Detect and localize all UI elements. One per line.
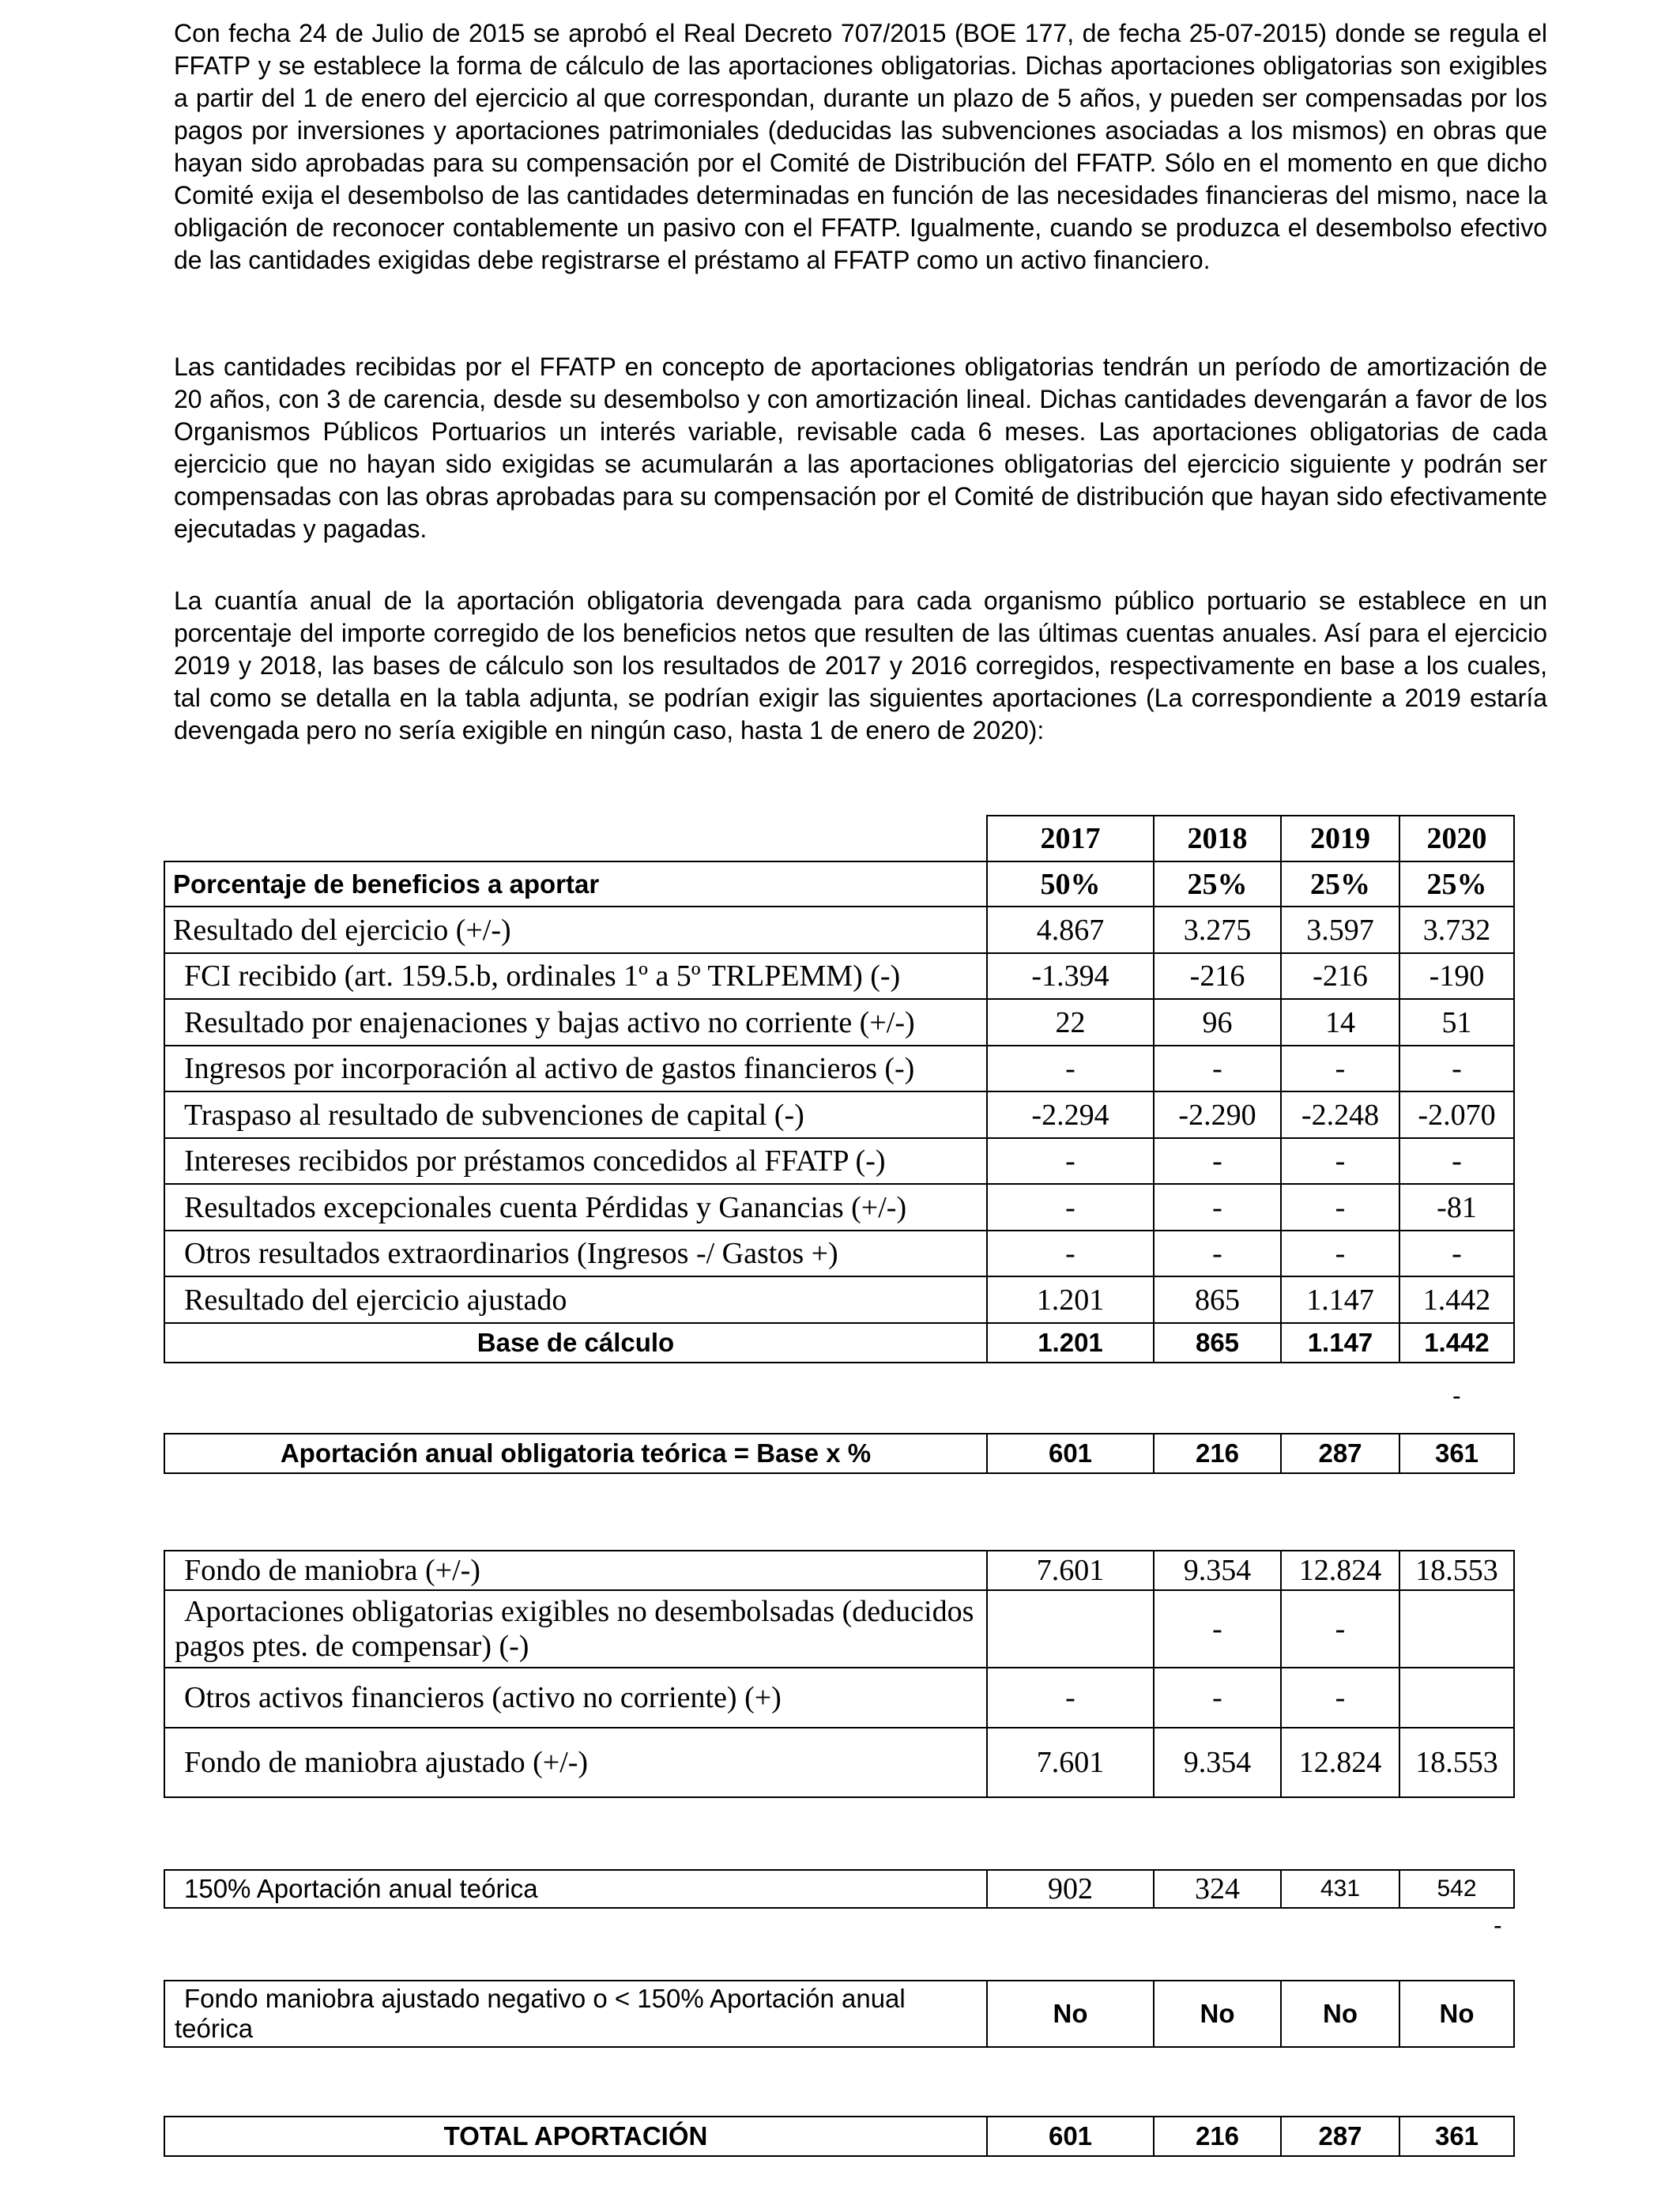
row-label: Traspaso al resultado de subvenciones de capital (-) [164,1091,987,1138]
percentage-cell: 25% [1281,861,1399,907]
paragraph-amortization: Las cantidades recibidas por el FFATP en concepto de aportaciones obligatorias tendrán un período de amortización de 20 años, con 3 de carencia, desde su desembolso y con amortización lineal. Dichas cantidades devengarán a favor de los Organismos Públicos Portuarios un interés variable, revisable cada 6 meses. Las aportaciones obligatorias de cada ejercicio que no hayan sido exigidas se acumularán a las aportaciones obligatorias del ejercicio siguiente y podrán ser compensadas con las obras aprobadas para su compensación por el Comité de distribución que hayan sido efectivamente ejecutadas y pagadas. [174,352,1547,543]
value-cell: -2.248 [1281,1091,1399,1138]
value-cell: -2.290 [1154,1091,1281,1138]
percentage-label: Porcentaje de beneficios a aportar [164,861,987,907]
value-cell [1399,1590,1514,1668]
value-cell: - [1281,1590,1399,1668]
value-cell: -2.294 [987,1091,1154,1138]
value-cell: 7.601 [987,1551,1154,1590]
value-cell: 324 [1154,1870,1281,1908]
row-label: Otros activos financieros (activo no corriente) (+) [164,1668,987,1728]
value-cell: 18.553 [1399,1551,1514,1590]
year-header-2020: 2020 [1399,816,1514,861]
value-cell [987,1590,1154,1668]
total-contribution-table [164,2116,1515,2157]
annual-contribution-label: Aportación anual obligatoria teórica = Base x % [164,1434,987,1473]
value-cell: -190 [1399,953,1514,999]
condition-cell: No [1399,1981,1514,2047]
condition-cell: No [987,1981,1154,2047]
value-cell: - [987,1046,1154,1091]
value-cell: - [987,1138,1154,1184]
base-value-cell: 865 [1154,1323,1281,1363]
value-cell: -1.394 [987,953,1154,999]
value-cell: - [1281,1668,1399,1728]
value-cell: 9.354 [1154,1551,1281,1590]
value-cell: 4.867 [987,907,1154,953]
value-cell: 12.824 [1281,1728,1399,1797]
row-label: Ingresos por incorporación al activo de gastos financieros (-) [164,1046,987,1091]
value-cell: - [1399,1046,1514,1091]
value-cell: -216 [1281,953,1399,999]
year-header-2017: 2017 [987,816,1154,861]
value-cell: - [1154,1231,1281,1276]
value-cell: 3.732 [1399,907,1514,953]
row-label: Aportaciones obligatorias exigibles no desembolsadas (deducidos pagos ptes. de compensar) (-) [164,1590,987,1668]
value-cell: - [1281,1231,1399,1276]
annual-contribution-cell: 216 [1154,1434,1281,1473]
value-cell: - [987,1184,1154,1231]
value-cell: 14 [1281,999,1399,1046]
total-cell: 361 [1399,2117,1514,2156]
base-calculo-label: Base de cálculo [164,1323,987,1363]
value-cell: - [1154,1184,1281,1231]
condition-cell: No [1154,1981,1281,2047]
row-label: Resultado del ejercicio (+/-) [164,907,987,953]
percentage-cell: 50% [987,861,1154,907]
row-label: Resultado por enajenaciones y bajas activo no corriente (+/-) [164,999,987,1046]
value-cell: 9.354 [1154,1728,1281,1797]
total-contribution-label: TOTAL APORTACIÓN [164,2117,987,2156]
value-cell [1399,1668,1514,1728]
value-cell: 96 [1154,999,1281,1046]
annual-contribution-cell: 601 [987,1434,1154,1473]
value-cell: - [987,1668,1154,1728]
value-cell: 51 [1399,999,1514,1046]
row-label: Fondo de maniobra (+/-) [164,1551,987,1590]
dash-note: - [1494,1911,1502,1940]
contribution-calculation-table [164,815,1515,1363]
total-cell: 287 [1281,2117,1399,2156]
value-cell: 3.275 [1154,907,1281,953]
base-value-cell: 1.442 [1399,1323,1514,1363]
row-label: Resultado del ejercicio ajustado [164,1276,987,1323]
value-cell: 1.201 [987,1276,1154,1323]
value-cell: 22 [987,999,1154,1046]
value-cell: - [987,1231,1154,1276]
value-cell: -216 [1154,953,1281,999]
value-cell: - [1399,1138,1514,1184]
value-cell: - [1281,1138,1399,1184]
condition-cell: No [1281,1981,1399,2047]
negative-working-capital-table [164,1980,1515,2048]
value-cell: 542 [1399,1870,1514,1908]
value-cell: -81 [1399,1184,1514,1231]
base-value-cell: 1.147 [1281,1323,1399,1363]
value-cell: 18.553 [1399,1728,1514,1797]
value-cell: - [1154,1668,1281,1728]
dash-note: - [1452,1382,1461,1410]
value-cell: -2.070 [1399,1091,1514,1138]
annual-contribution-cell: 361 [1399,1434,1514,1473]
value-cell: - [1281,1046,1399,1091]
value-cell: 7.601 [987,1728,1154,1797]
value-cell: 902 [987,1870,1154,1908]
row-label: Fondo de maniobra ajustado (+/-) [164,1728,987,1797]
percentage-cell: 25% [1154,861,1281,907]
value-cell: 865 [1154,1276,1281,1323]
year-header-2018: 2018 [1154,816,1281,861]
150-percent-label: 150% Aportación anual teórica [164,1870,987,1908]
paragraph-annual-amount: La cuantía anual de la aportación obligatoria devengada para cada organismo público portuario se establece en un porcentaje del importe corregido de los beneficios netos que resulten de las últimas cuentas anuales. Así para el ejercicio 2019 y 2018, las bases de cálculo son los resultados de 2017 y 2016 corregidos, respectivamente en base a los cuales, tal como se detalla en la tabla adjunta, se podrían exigir las siguientes aportaciones (La correspondiente a 2019 estaría devengada pero no sería exigible en ningún caso, hasta 1 de enero de 2020): [174,586,1547,745]
total-cell: 216 [1154,2117,1281,2156]
value-cell: - [1154,1046,1281,1091]
row-label: Resultados excepcionales cuenta Pérdidas y Ganancias (+/-) [164,1184,987,1231]
value-cell: - [1154,1138,1281,1184]
total-cell: 601 [987,2117,1154,2156]
annual-contribution-cell: 287 [1281,1434,1399,1473]
value-cell: 3.597 [1281,907,1399,953]
value-cell: 431 [1281,1870,1399,1908]
row-label: Intereses recibidos por préstamos concedidos al FFATP (-) [164,1138,987,1184]
value-cell: 1.442 [1399,1276,1514,1323]
annual-contribution-table [164,1433,1515,1474]
row-label: Otros resultados extraordinarios (Ingresos -/ Gastos +) [164,1231,987,1276]
negative-condition-label: Fondo maniobra ajustado negativo o < 150% Aportación anual teórica [164,1981,987,2047]
working-capital-table [164,1550,1515,1798]
header-blank-cell [164,816,987,861]
value-cell: - [1281,1184,1399,1231]
value-cell: 1.147 [1281,1276,1399,1323]
base-value-cell: 1.201 [987,1323,1154,1363]
150-percent-table [164,1869,1515,1909]
paragraph-ffatp-decree: Con fecha 24 de Julio de 2015 se aprobó el Real Decreto 707/2015 (BOE 177, de fecha 25-07-2015) donde se regula el FFATP y se establece la forma de cálculo de las aportaciones obligatorias. Dichas aportaciones obligatorias son exigibles a partir del 1 de enero del ejercicio al que correspondan, durante un plazo de 5 años, y pueden ser compensadas por los pagos por inversiones y aportaciones patrimoniales (deducidas las subvenciones asociadas a los mismos) en obras que hayan sido aprobadas para su compensación por el Comité de Distribución del FFATP. Sólo en el momento en que dicho Comité exija el desembolso de las cantidades determinadas en función de las necesidades financieras del mismo, nace la obligación de reconocer contablemente un pasivo con el FFATP. Igualmente, cuando se produzca el desembolso efectivo de las cantidades exigidas debe registrarse el préstamo al FFATP como un activo financiero. [174,19,1547,274]
value-cell: - [1154,1590,1281,1668]
row-label: FCI recibido (art. 159.5.b, ordinales 1º a 5º TRLPEMM) (-) [164,953,987,999]
percentage-cell: 25% [1399,861,1514,907]
year-header-2019: 2019 [1281,816,1399,861]
value-cell: 12.824 [1281,1551,1399,1590]
value-cell: - [1399,1231,1514,1276]
